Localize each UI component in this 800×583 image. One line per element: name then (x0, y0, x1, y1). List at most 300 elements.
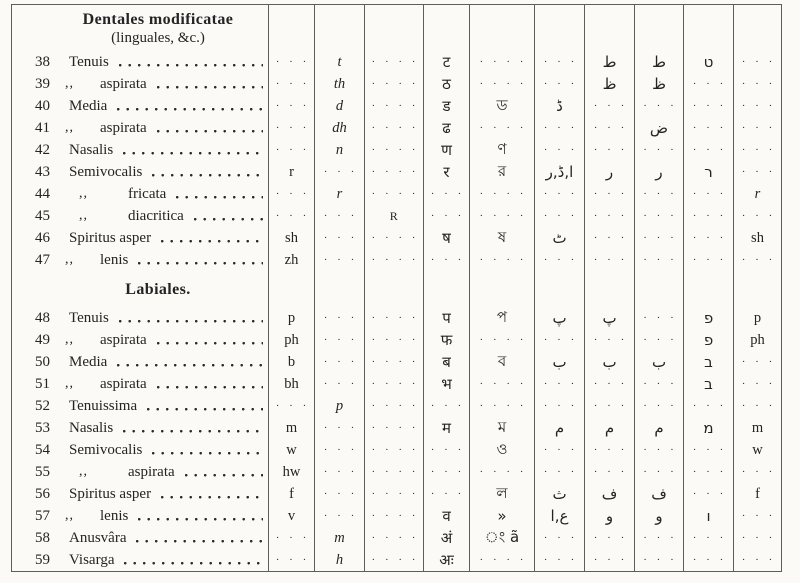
script-glyph: ম (497, 417, 507, 436)
table-cell (634, 95, 683, 117)
table-cell (314, 205, 364, 227)
empty-dots: · · · · (479, 400, 525, 412)
table-cell (268, 73, 314, 95)
table-cell (423, 161, 469, 183)
table-cell (469, 373, 534, 395)
table-cell (683, 439, 733, 461)
table-cell (634, 527, 683, 549)
table-cell (469, 395, 534, 417)
table-cell (733, 461, 781, 483)
table-cell (584, 505, 634, 527)
script-glyph: ب (651, 353, 667, 371)
row-name-cell (12, 483, 268, 505)
script-glyph: پ (602, 309, 617, 327)
section-rows (12, 307, 781, 571)
translit-letter: m (751, 419, 764, 436)
table-cell (469, 417, 534, 439)
empty-dots: · · · (593, 554, 626, 566)
empty-dots: · · · (430, 254, 463, 266)
script-glyph: ر (655, 163, 663, 181)
empty-dots: · · · (741, 122, 774, 134)
empty-dots: · · · (741, 532, 774, 544)
table-cell (733, 161, 781, 183)
row-name-cell (12, 439, 268, 461)
script-glyph: ठ (442, 75, 451, 93)
table-cell (469, 205, 534, 227)
table-cell (584, 461, 634, 483)
table-cell (733, 73, 781, 95)
table-cell (634, 461, 683, 483)
table-cell (584, 205, 634, 227)
table-cell (733, 373, 781, 395)
table-cell (534, 117, 584, 139)
table-row (12, 527, 781, 549)
script-glyph: ٹ (552, 229, 567, 247)
table-cell (314, 417, 364, 439)
empty-dots: · · · · (371, 78, 417, 90)
table-cell (584, 417, 634, 439)
section-heading-row (12, 271, 781, 307)
row-number: 49 (35, 331, 50, 348)
empty-dots: · · · (643, 444, 675, 456)
empty-dots: · · · (593, 466, 626, 478)
empty-dots: · · · (323, 422, 356, 434)
leader-dots (123, 430, 263, 434)
empty-dots: · · · (275, 532, 308, 544)
empty-dots: · · · (593, 232, 626, 244)
translit-letter: dh (332, 119, 347, 136)
empty-dots: · · · (741, 56, 774, 68)
script-glyph: ढ (442, 119, 451, 137)
translit-letter: p (287, 309, 296, 326)
table-cell (584, 117, 634, 139)
table-row (12, 51, 781, 73)
table-cell (683, 329, 733, 351)
table-cell (584, 483, 634, 505)
script-glyph: ر (605, 163, 614, 181)
table-cell (634, 417, 683, 439)
table-cell (534, 505, 584, 527)
row-label: Anusvâra (69, 529, 127, 546)
table-cell (534, 73, 584, 95)
row-label: Spiritus asper (69, 485, 152, 502)
row-number: 47 (35, 251, 50, 268)
table-cell (314, 329, 364, 351)
table-cell (634, 139, 683, 161)
empty-dots: · · · · (371, 56, 417, 68)
leader-dots (157, 86, 263, 90)
table-cell (534, 139, 584, 161)
row-label: aspirata (128, 463, 175, 480)
table-cell (314, 461, 364, 483)
table-cell (733, 549, 781, 571)
script-glyph: پ (552, 309, 567, 327)
table-cell (268, 95, 314, 117)
table-cell (683, 373, 733, 395)
row-name-cell (12, 117, 268, 139)
ditto-mark: ,, (65, 252, 74, 267)
leader-dots (119, 64, 263, 68)
table-cell (683, 483, 733, 505)
empty-dots: · · · (692, 400, 725, 412)
table-cell (683, 161, 733, 183)
table-cell (534, 527, 584, 549)
row-name-cell (12, 95, 268, 117)
table-cell (733, 483, 781, 505)
row-label: Media (69, 353, 108, 370)
script-glyph: ट (442, 53, 451, 71)
table-row (12, 351, 781, 373)
row-name-cell (12, 395, 268, 417)
ditto-mark: ,, (65, 508, 74, 523)
table-cell (584, 139, 634, 161)
table-cell (534, 395, 584, 417)
row-label: lenis (100, 507, 129, 524)
table-cell (534, 351, 584, 373)
empty-dots: · · · · (479, 56, 525, 68)
table-row (12, 117, 781, 139)
script-glyph: מ (703, 419, 714, 437)
table-cell (584, 227, 634, 249)
script-glyph: ו (706, 507, 711, 525)
table-cell (634, 117, 683, 139)
row-number: 56 (35, 485, 50, 502)
translit-letter: R (389, 208, 399, 223)
table-cell (469, 439, 534, 461)
row-number: 57 (35, 507, 50, 524)
table-cell (268, 51, 314, 73)
table-row (12, 549, 781, 571)
table-cell (584, 307, 634, 329)
empty-dots: · · · · (371, 488, 417, 500)
table-cell (683, 351, 733, 373)
translit-letter: th (333, 75, 346, 92)
table-cell (364, 249, 423, 271)
table-cell (683, 227, 733, 249)
script-glyph: ث (552, 485, 567, 503)
empty-dots: · · · (692, 122, 725, 134)
empty-dots: · · · (323, 466, 356, 478)
table-cell (469, 73, 534, 95)
table-row (12, 139, 781, 161)
table-cell (268, 527, 314, 549)
script-glyph: व (442, 507, 451, 525)
translit-letter: m (334, 529, 345, 546)
table-cell (534, 549, 584, 571)
table-cell (268, 183, 314, 205)
script-glyph: ر,ڈ,ا (545, 163, 574, 181)
translit-letter: sh (285, 229, 298, 246)
table-cell (423, 307, 469, 329)
empty-dots: · · · (543, 188, 576, 200)
row-name-cell (12, 351, 268, 373)
empty-dots: · · · (323, 356, 356, 368)
empty-dots: · · · (323, 510, 356, 522)
script-glyph: ف (651, 485, 667, 503)
empty-dots: · · · (543, 144, 576, 156)
empty-dots: · · · (741, 254, 774, 266)
table-cell (364, 527, 423, 549)
table-cell (268, 307, 314, 329)
empty-dots: · · · (593, 254, 626, 266)
table-cell (584, 439, 634, 461)
translit-letter: r (289, 163, 294, 180)
table-cell (469, 329, 534, 351)
row-name-cell (12, 461, 268, 483)
script-glyph: প (496, 307, 508, 326)
leader-dots (123, 152, 263, 156)
empty-dots: · · · (275, 554, 308, 566)
table-cell (683, 461, 733, 483)
leader-dots (157, 342, 263, 346)
table-cell (268, 205, 314, 227)
script-glyph: प (442, 309, 451, 327)
row-label: Tenuis (69, 309, 109, 326)
empty-dots: · · · · (371, 532, 417, 544)
table-cell (364, 51, 423, 73)
empty-dots: · · · · (479, 378, 525, 390)
table-cell (683, 139, 733, 161)
translit-letter: zh (284, 251, 299, 268)
row-name-cell (12, 73, 268, 95)
row-number: 51 (35, 375, 50, 392)
table-cell (423, 51, 469, 73)
table-cell (683, 307, 733, 329)
table-cell (268, 373, 314, 395)
empty-dots: · · · (543, 78, 576, 90)
table-cell (314, 227, 364, 249)
translit-letter: bh (284, 375, 299, 392)
empty-dots: · · · (430, 188, 463, 200)
table-row (12, 417, 781, 439)
empty-dots: · · · (593, 444, 626, 456)
translit-letter: r (336, 185, 343, 202)
ditto-mark: ,, (65, 376, 74, 391)
table-cell (314, 549, 364, 571)
row-name-cell (12, 527, 268, 549)
table-cell (634, 395, 683, 417)
table-cell (423, 329, 469, 351)
table-cell (423, 527, 469, 549)
ditto-mark: ,, (65, 120, 74, 135)
table-row (12, 505, 781, 527)
script-glyph: ا,ع (550, 507, 569, 525)
empty-dots: · · · (275, 400, 308, 412)
table-cell (423, 73, 469, 95)
script-glyph: ب (552, 353, 567, 371)
script-glyph: अं (440, 529, 453, 547)
table-cell (534, 373, 584, 395)
empty-dots: · · · (430, 444, 463, 456)
empty-dots: · · · (275, 144, 308, 156)
table-cell (469, 51, 534, 73)
empty-dots: · · · (543, 444, 576, 456)
ditto-mark: ,, (79, 208, 88, 223)
empty-dots: · · · · (371, 444, 417, 456)
row-label: Spiritus asper (69, 229, 152, 246)
script-glyph: ष (442, 229, 451, 247)
table-cell (733, 395, 781, 417)
empty-dots: · · · · (371, 378, 417, 390)
section-title: Labiales. (125, 280, 191, 298)
table-cell (314, 51, 364, 73)
empty-dots: · · · (741, 78, 774, 90)
table-cell (634, 73, 683, 95)
table-cell (268, 417, 314, 439)
row-name-cell (12, 307, 268, 329)
row-label: fricata (128, 185, 167, 202)
empty-dots: · · · (643, 232, 675, 244)
empty-dots: · · · · (371, 312, 417, 324)
table-cell (584, 73, 634, 95)
row-label: Tenuis (69, 53, 109, 70)
table-cell (423, 461, 469, 483)
empty-dots: · · · (323, 232, 356, 244)
script-glyph: م (604, 419, 615, 437)
table-cell (683, 73, 733, 95)
table-cell (469, 307, 534, 329)
empty-dots: · · · (741, 378, 774, 390)
table-cell (469, 549, 534, 571)
empty-dots: · · · (741, 356, 774, 368)
empty-dots: · · · · (371, 166, 417, 178)
table-cell (314, 483, 364, 505)
row-label: Tenuissima (69, 397, 138, 414)
table-cell (364, 183, 423, 205)
empty-dots: · · · (741, 166, 774, 178)
table-cell (469, 161, 534, 183)
empty-dots: · · · (643, 100, 675, 112)
row-label: diacritica (128, 207, 184, 224)
translit-letter: m (285, 419, 298, 436)
script-glyph: র (497, 161, 507, 180)
row-number: 44 (35, 185, 50, 202)
leader-dots (136, 540, 263, 544)
table-cell (534, 307, 584, 329)
leader-dots (117, 108, 263, 112)
translit-letter: hw (282, 463, 301, 480)
table-cell (268, 329, 314, 351)
table-cell (469, 117, 534, 139)
empty-dots: · · · (430, 466, 463, 478)
table-cell (534, 483, 584, 505)
table-cell (314, 139, 364, 161)
row-name-cell (12, 373, 268, 395)
empty-dots: · · · (543, 334, 576, 346)
table-cell (268, 439, 314, 461)
empty-dots: · · · (543, 554, 576, 566)
row-name-cell (12, 329, 268, 351)
empty-dots: · · · (741, 144, 774, 156)
empty-dots: · · · (593, 334, 626, 346)
empty-dots: · · · (543, 400, 576, 412)
table-cell (683, 205, 733, 227)
table-cell (683, 549, 733, 571)
table-cell (584, 329, 634, 351)
table-cell (634, 505, 683, 527)
leader-dots (152, 452, 263, 456)
empty-dots: · · · (643, 254, 675, 266)
table-cell (364, 417, 423, 439)
table-cell (364, 351, 423, 373)
table-cell (634, 227, 683, 249)
leader-dots (138, 518, 263, 522)
table-cell (469, 483, 534, 505)
row-number: 39 (35, 75, 50, 92)
table-cell (534, 249, 584, 271)
table-cell (314, 95, 364, 117)
empty-dots: · · · · (479, 122, 525, 134)
empty-dots: · · · (275, 56, 308, 68)
table-cell (584, 51, 634, 73)
empty-dots: · · · · (371, 356, 417, 368)
leader-dots (161, 240, 263, 244)
table-cell (314, 505, 364, 527)
table-cell (584, 183, 634, 205)
table-cell (634, 205, 683, 227)
script-glyph: ণ (497, 139, 507, 158)
table-cell (314, 527, 364, 549)
table-cell (268, 351, 314, 373)
table-cell (733, 527, 781, 549)
row-number: 53 (35, 419, 50, 436)
table-row (12, 439, 781, 461)
row-number: 58 (35, 529, 50, 546)
section-heading (12, 5, 268, 51)
row-label: Visarga (69, 551, 115, 568)
table-cell (469, 505, 534, 527)
row-number: 54 (35, 441, 50, 458)
empty-dots: · · · (275, 210, 308, 222)
leader-dots (117, 364, 263, 368)
table-cell (733, 51, 781, 73)
script-glyph: م (654, 419, 664, 437)
script-glyph: ং ã (484, 527, 520, 546)
translit-letter: sh (751, 229, 764, 246)
empty-dots: · · · · (371, 334, 417, 346)
table-cell (534, 461, 584, 483)
table-row (12, 461, 781, 483)
table-cell (364, 139, 423, 161)
script-glyph: ר (704, 163, 713, 181)
script-glyph: ط (602, 53, 617, 71)
empty-dots: · · · (275, 188, 308, 200)
table-row (12, 161, 781, 183)
table-cell (534, 417, 584, 439)
empty-dots: · · · (430, 210, 463, 222)
table-cell (469, 351, 534, 373)
table-cell (534, 205, 584, 227)
ditto-mark: ,, (79, 186, 88, 201)
table-cell (314, 439, 364, 461)
row-name-cell (12, 249, 268, 271)
table-cell (634, 373, 683, 395)
table-cell (634, 183, 683, 205)
empty-dots: · · · (643, 334, 675, 346)
empty-dots: · · · (275, 122, 308, 134)
empty-dots: · · · (643, 554, 675, 566)
table-cell (364, 95, 423, 117)
translit-letter: f (289, 485, 294, 502)
table-cell (733, 417, 781, 439)
table-row (12, 395, 781, 417)
table-cell (469, 139, 534, 161)
script-glyph: म (442, 419, 451, 437)
table-row (12, 183, 781, 205)
empty-dots: · · · · (371, 510, 417, 522)
leader-dots (124, 562, 263, 566)
empty-dots: · · · (323, 312, 356, 324)
